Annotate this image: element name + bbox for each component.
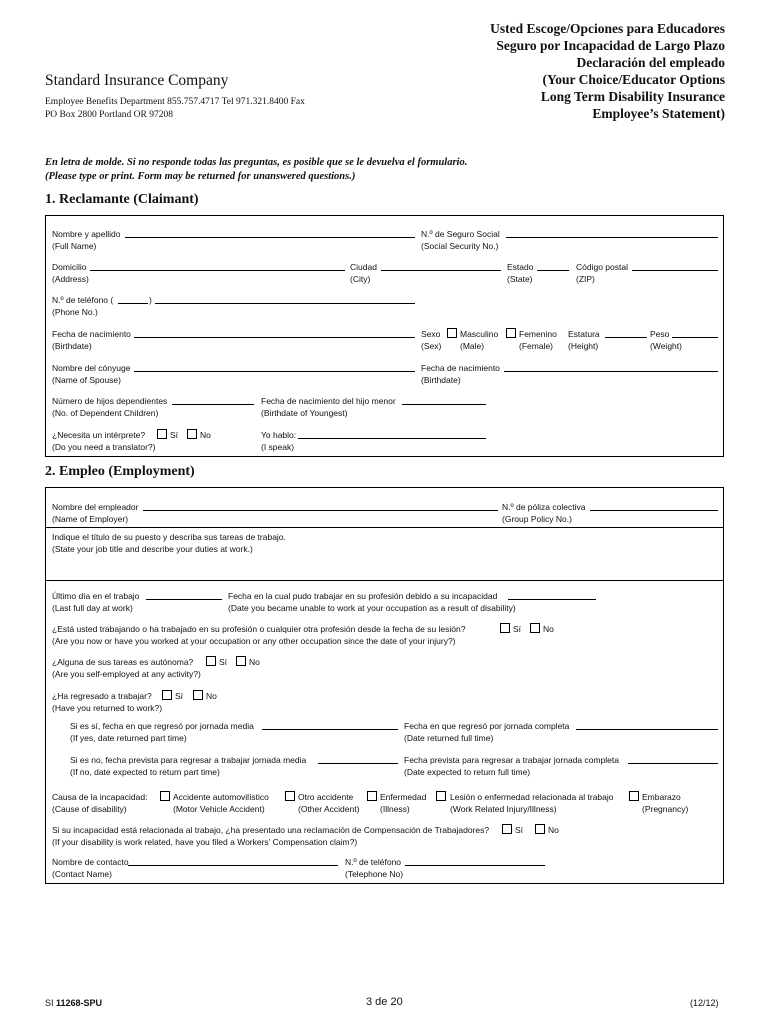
address-field[interactable] (90, 270, 345, 271)
male-label: Masculino (Male) (460, 329, 499, 351)
youngest-birthdate-label: Fecha de nacimiento del hijo menor (Birthdate of Youngest) (261, 396, 396, 418)
zip-label: Código postal (ZIP) (576, 262, 628, 284)
form-number: SI 11268-SPU (45, 998, 103, 1008)
other-accident-label: Otro accidente (Other Accident) (298, 792, 360, 814)
dependents-label: Número de hijos dependientes (No. of Dependent Children) (52, 396, 168, 418)
full-name-label: Nombre y apellido (Full Name) (52, 229, 121, 251)
title-line: Usted Escoge/Opciones para Educadores (490, 21, 725, 36)
birthdate-label: Fecha de nacimiento (Birthdate) (52, 329, 131, 351)
title-line: (Your Choice/Educator Options (542, 72, 725, 87)
instructions-es: En letra de molde. Si no responde todas las preguntas, es posible que se le devuelva el formulario. (45, 157, 468, 168)
divider (45, 580, 724, 581)
self-employed-label: ¿Alguna de sus tareas es autónoma? (Are you self-employed at any activity?) (52, 657, 201, 679)
expected-full-time-label: Fecha prevista para regresar a trabajar jornada completa (Date expected to return full time) (404, 755, 619, 777)
returned-label: ¿Ha regresado a trabajar? (Have you returned to work?) (52, 691, 163, 713)
returned-no-checkbox[interactable] (193, 690, 203, 700)
birthdate-field[interactable] (134, 337, 415, 338)
divider (45, 527, 724, 528)
yes-label: Sí (170, 430, 179, 440)
no-label: No (200, 430, 211, 440)
title-line: Long Term Disability Insurance (540, 89, 725, 104)
weight-field[interactable] (672, 337, 718, 338)
speak-field[interactable] (298, 438, 486, 439)
no-label: No (206, 691, 217, 701)
instructions-en: (Please type or print. Form may be returned for unanswered questions.) (45, 171, 356, 182)
unable-date-label: Fecha en la cual pudo trabajar en su profesión debido a su incapacidad (Date you became unable to work at your occupation as a result of disability) (228, 591, 516, 613)
interpreter-no-checkbox[interactable] (187, 429, 197, 439)
unable-date-field[interactable] (508, 599, 596, 600)
return-part-time-field[interactable] (262, 729, 398, 730)
claimant-box (45, 215, 724, 457)
yes-label: Sí (515, 825, 524, 835)
workers-comp-no-checkbox[interactable] (535, 824, 545, 834)
yes-label: Sí (513, 624, 522, 634)
page-number: 3 de 20 (366, 996, 403, 1008)
phone-label: N.º de teléfono ( (Phone No.) (52, 295, 114, 317)
speak-label: Yo hablo: (I speak) (261, 430, 297, 452)
worked-no-checkbox[interactable] (530, 623, 540, 633)
section2-title: 2. Empleo (Employment) (45, 464, 195, 479)
form-date: (12/12) (690, 998, 719, 1008)
height-field[interactable] (605, 337, 647, 338)
pregnancy-label: Embarazo (Pregnancy) (642, 792, 689, 814)
ssn-label: N.º de Seguro Social (Social Security No.) (421, 229, 500, 251)
no-label: No (548, 825, 559, 835)
cause-label: Causa de la incapacidad: (Cause of disability) (52, 792, 148, 814)
contact-name-field[interactable] (128, 865, 338, 866)
male-checkbox[interactable] (447, 328, 457, 338)
auto-accident-checkbox[interactable] (160, 791, 170, 801)
phone-area-field[interactable] (118, 303, 148, 304)
ssn-field[interactable] (506, 237, 718, 238)
workers-comp-yes-checkbox[interactable] (502, 824, 512, 834)
section1-title: 1. Reclamante (Claimant) (45, 192, 199, 207)
work-related-checkbox[interactable] (436, 791, 446, 801)
instructions (45, 156, 467, 184)
youngest-birthdate-field[interactable] (402, 404, 486, 405)
auto-accident-label: Accidente automovilístico (Motor Vehicle Accident) (173, 792, 269, 814)
policy-label: N.º de póliza colectiva (Group Policy No.) (502, 502, 586, 524)
address-label: Domicilio (Address) (52, 262, 89, 284)
female-checkbox[interactable] (506, 328, 516, 338)
expected-part-time-label: Si es no, fecha prevista para regresar a trabajar jornada media (If no, date expected to return part time) (70, 755, 307, 777)
yes-label: Sí (175, 691, 184, 701)
last-day-field[interactable] (146, 599, 222, 600)
contact-name-label: Nombre de contacto (Contact Name) (52, 857, 129, 879)
zip-field[interactable] (632, 270, 718, 271)
interpreter-yes-checkbox[interactable] (157, 429, 167, 439)
self-employed-yes-checkbox[interactable] (206, 656, 216, 666)
company-contact (45, 96, 305, 121)
expected-part-time-field[interactable] (318, 763, 398, 764)
employer-label: Nombre del empleador (Name of Employer) (52, 502, 139, 524)
height-label: Estatura (Height) (568, 329, 600, 351)
workers-comp-label: Si su incapacidad está relacionada al trabajo, ¿ha presentado una reclamación de Compensación de Trabajadores? (If your disability is work related, have you filed a Workers’ Compensation claim?) (52, 825, 490, 847)
phone-field[interactable] (155, 303, 415, 304)
other-accident-checkbox[interactable] (285, 791, 295, 801)
return-full-time-field[interactable] (576, 729, 718, 730)
title-line: Employee’s Statement) (592, 106, 725, 121)
company-name: Standard Insurance Company (45, 72, 229, 89)
full-name-field[interactable] (125, 237, 415, 238)
female-label: Femenino (Female) (519, 329, 557, 351)
no-label: No (249, 657, 260, 667)
spouse-birthdate-field[interactable] (504, 371, 718, 372)
city-label: Ciudad (City) (350, 262, 377, 284)
worked-yes-checkbox[interactable] (500, 623, 510, 633)
address-line: PO Box 2800 Portland OR 97208 (45, 109, 173, 120)
return-full-time-label: Fecha en que regresó por jornada completa (Date returned full time) (404, 721, 570, 743)
city-field[interactable] (381, 270, 501, 271)
state-field[interactable] (537, 270, 569, 271)
state-label: Estado (State) (507, 262, 534, 284)
worked-since-label: ¿Está usted trabajando o ha trabajado en su profesión o cualquier otra profesión desde la fecha de su lesión? (Are you now or have you worked at your occupation or any other occupation since the date of your injury?) (52, 624, 466, 646)
interpreter-label: ¿Necesita un intérprete? (Do you need a translator?) (52, 430, 156, 452)
no-label: No (543, 624, 554, 634)
telephone-label: N.º de teléfono (Telephone No) (345, 857, 404, 879)
spouse-label: Nombre del cónyuge (Name of Spouse) (52, 363, 131, 385)
employer-field[interactable] (143, 510, 498, 511)
expected-full-time-field[interactable] (628, 763, 718, 764)
pregnancy-checkbox[interactable] (629, 791, 639, 801)
return-part-time-label: Si es sí, fecha en que regresó por jornada media (If yes, date returned part time) (70, 721, 254, 743)
sex-label: Sexo (Sex) (421, 329, 442, 351)
dept-line: Employee Benefits Department 855.757.4717 Tel 971.321.8400 Fax (45, 97, 305, 107)
last-day-label: Último día en el trabajo (Last full day at work) (52, 591, 140, 613)
spouse-field[interactable] (134, 371, 415, 372)
illness-label: Enfermedad (Illness) (380, 792, 427, 814)
weight-label: Peso (Weight) (650, 329, 682, 351)
policy-field[interactable] (590, 510, 718, 511)
illness-checkbox[interactable] (367, 791, 377, 801)
work-related-label: Lesión o enfermedad relacionada al trabajo (Work Related Injury/Illness) (450, 792, 614, 814)
form-title (490, 20, 725, 122)
spouse-birthdate-label: Fecha de nacimiento (Birthdate) (421, 363, 500, 385)
duties-label: Indique el título de su puesto y describa sus tareas de trabajo. (State your job title and describe your duties at work.) (52, 532, 286, 554)
self-employed-no-checkbox[interactable] (236, 656, 246, 666)
yes-label: Sí (219, 657, 228, 667)
telephone-field[interactable] (405, 865, 545, 866)
dependents-field[interactable] (172, 404, 254, 405)
returned-yes-checkbox[interactable] (162, 690, 172, 700)
phone-close-paren: ) (149, 295, 152, 305)
title-line: Seguro por Incapacidad de Largo Plazo (496, 38, 725, 53)
title-line: Declaración del empleado (576, 55, 725, 70)
